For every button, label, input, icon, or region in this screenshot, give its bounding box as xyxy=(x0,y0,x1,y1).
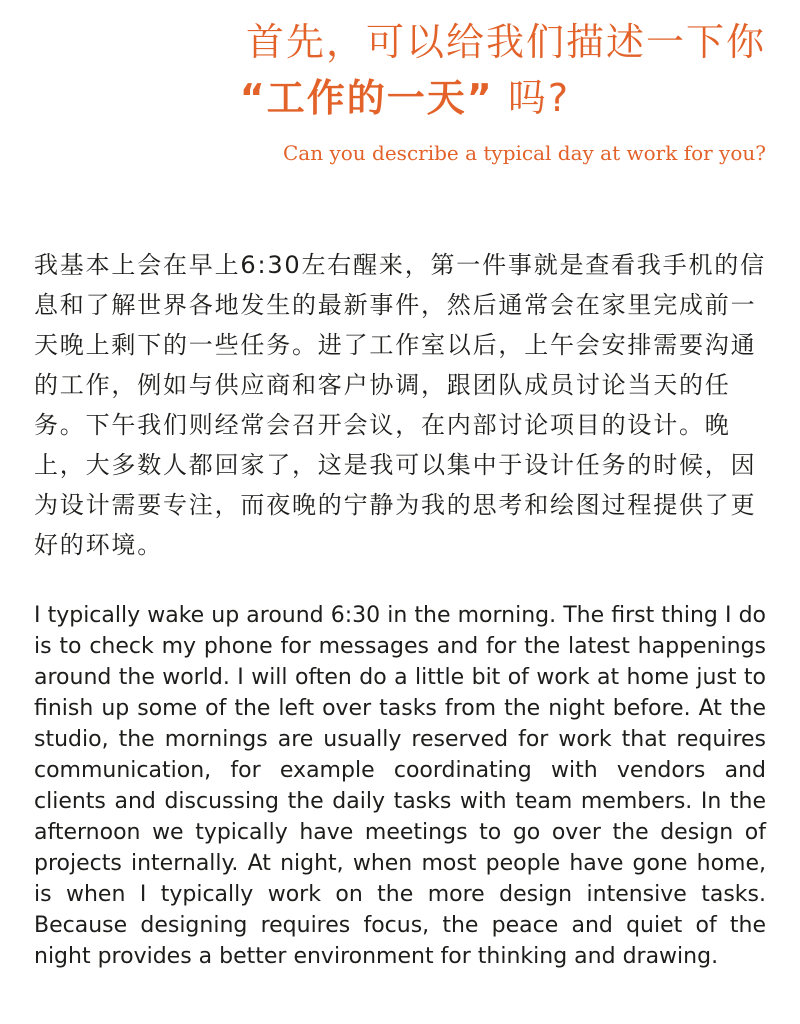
question-line-2 xyxy=(66,70,766,126)
question-quoted-phrase: “工作的一天” xyxy=(239,76,494,120)
question-suffix: 吗? xyxy=(493,76,570,120)
question-heading-chinese xyxy=(66,14,766,126)
question-heading-english: Can you describe a typical day at work for you? xyxy=(283,141,766,165)
answer-paragraph-chinese: 我基本上会在早上6:30左右醒来，第一件事就是查看我手机的信息和了解世界各地发生的最新事件，然后通常会在家里完成前一天晚上剩下的一些任务。进了工作室以后，上午会安排需要沟通的工作，例如与供应商和客户协调，跟团队成员讨论当天的任务。下午我们则经常会召开会议，在内部讨论项目的设计。晚上，大多数人都回家了，这是我可以集中于设计任务的时候，因为设计需要专注，而夜晚的宁静为我的思考和绘图过程提供了更好的环境。 xyxy=(34,251,766,559)
question-line-1: 首先，可以给我们描述一下你 xyxy=(245,20,766,64)
answer-paragraph-english: I typically wake up around 6:30 in the morning. The first thing I do is to check my phone for messages and for the latest happenings around the world. I will often do a little bit of work at home just to finish up some of the left over tasks from the night before. At the studio, the mornings are usually reserved for work that requires communication, for example coordinating with vendors and clients and discussing the daily tasks with team members. In the afternoon we typically have meetings to go over the design of projects internally. At night, when most people have gone home, is when I typically work on the more design intensive tasks. Because designing requires focus, the peace and quiet of the night provides a better environment for thinking and drawing. xyxy=(34,603,766,969)
